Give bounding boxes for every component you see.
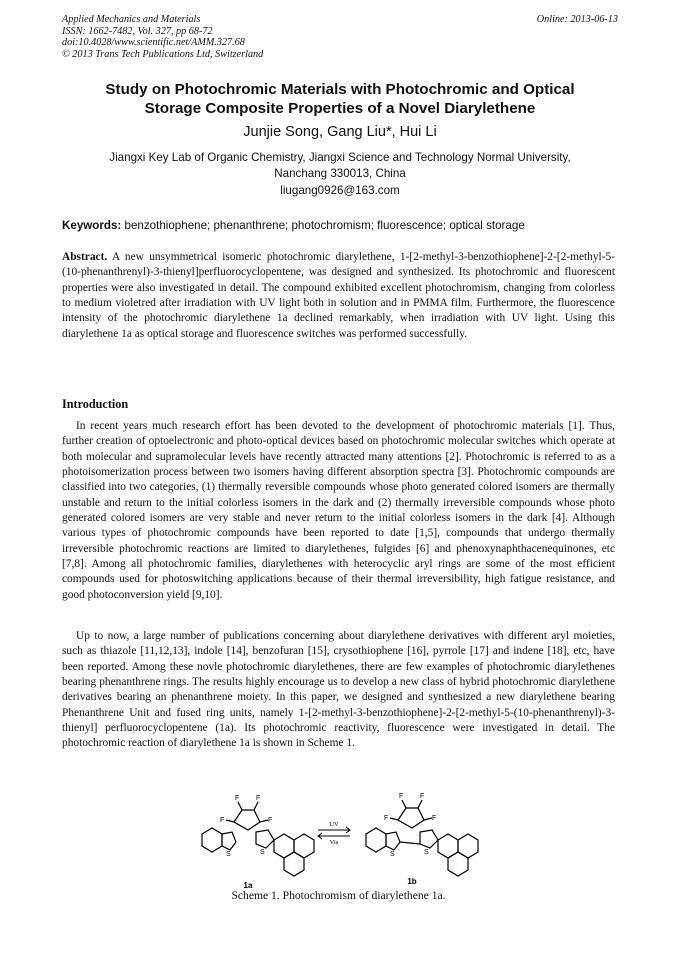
- doi: doi:10.4028/www.scientific.net/AMM.327.68: [62, 37, 245, 49]
- scheme-caption: Scheme 1. Photochromism of diarylethene 1a.: [231, 889, 446, 902]
- atom-f: F: [235, 795, 240, 802]
- atom-f: F: [268, 817, 273, 824]
- title-line-2: Storage Composite Properties of a Novel Diarylethene: [144, 100, 536, 117]
- abstract-text: A new unsymmetrical isomeric photochromic diarylethene, 1-[2-methyl-3-benzothiophene]-2-[2-methyl-5-(10-phenanthrenyl)-3-thienyl]perfluorocyclopentene, was designed and synthesized. Its photochromic and fluorescent properties were also investigated in detail. The compound exhibited excellent photochromism, changing from colorless to medium violetred after irradiation with UV light both in solution and in PMMA film. Furthermore, the fluorescence intensity of the photochromic diarylethene 1a declined remarkably, when irradiation with UV light. Using this diarylethene 1a as optical storage and fluorescence switches was performed successfully.: [62, 251, 615, 340]
- atom-f: F: [220, 817, 225, 824]
- journal-name: Applied Mechanics and Materials: [62, 14, 201, 25]
- intro-paragraph-2: Up to now, a large number of publications concerning about diarylethene derivatives with different aryl moieties, such as thiazole [11,12,13], indole [14], benzofuran [15], crysothiophene [16], pyrrole [17] and indene [18], etc, have been reported. Among these novle photochromic diarylethenes, there are few examples of photochromic diarylethenes bearing phenanthrene rings. The results highly encourage us to develop a new class of hybrid photochromic diarylethene derivatives bearing an phenanthrene moiety. In this paper, we designed and synthesized a new diarylethene bearing Phenanthrene Unit and fused ring units, namely 1-[2-methyl-3-benzothiophene]-2-[2-methyl-5-(10-phenanthrenyl)-3-thienyl] perfluorocyclopentene (1a). Its photochromic reactivity, fluorescence were investigated in detail. The photochromic reaction of diarylethene 1a is shown in Scheme 1.: [62, 630, 615, 750]
- authors: Junjie Song, Gang Liu*, Hui Li: [243, 124, 437, 140]
- molecule-1b: [366, 800, 478, 876]
- atom-s: S: [424, 849, 429, 856]
- reaction-arrows: [318, 827, 350, 839]
- molecule-1a: [202, 802, 314, 876]
- affiliation-line-2: Nanchang 330013, China: [274, 166, 406, 180]
- atom-f: F: [399, 793, 404, 800]
- abstract: [62, 250, 615, 342]
- atom-s: S: [226, 851, 231, 858]
- atom-f: F: [432, 815, 437, 822]
- compound-label-1b: 1b: [407, 877, 417, 886]
- arrow-label-vis: Vis: [329, 839, 339, 846]
- atom-s: S: [260, 849, 265, 856]
- compound-label-1a: 1a: [243, 881, 253, 890]
- keywords-text: benzothiophene; phenanthrene; photochromism; fluorescence; optical storage: [124, 219, 525, 232]
- keywords: [62, 219, 618, 232]
- online-date: Online: 2013-06-13: [536, 14, 618, 25]
- affiliation-line-1: Jiangxi Key Lab of Organic Chemistry, Jiangxi Science and Technology Normal University,: [109, 151, 571, 164]
- atom-f: F: [384, 815, 389, 822]
- email: liugang0926@163.com: [280, 184, 400, 197]
- copyright: © 2013 Trans Tech Publications Ltd, Switzerland: [62, 48, 264, 60]
- abstract-label: Abstract.: [62, 251, 108, 263]
- arrow-label-uv: UV: [329, 821, 339, 828]
- intro-paragraph-1: In recent years much research effort has been devoted to the development of photochromic materials [1]. Thus, further creation of optoelectronic and photo-optical devices based on photochromic molecular switches which operate at both molecular and supramolecular levels have recently attracted many attentions [2]. Photochromic is referred to as a photoisomerization process between two isomers having different absorption spectra [3]. Photochromic compounds are classified into two categories, (1) thermally reversible compounds whose photo generated colored isomers are thermally unstable and return to the initial colorless isomers in the dark and (2) thermally irreversible compounds whose photo generated colored isomers are very stable and never return to the initial colorless isomers in the dark [4]. Although various types of photochromic compounds have been reported to date [1,5], compounds that undergo thermally irreversible photochromic reactions are limited to diarylethenes, fulgides [6] and phenoxynaphthacenequinones, etc [7,8]. Among all photochromic families, diarylethenes with heterocyclic aryl rings are some of the most efficient compounds used for photoswitching applications because of their thermal irreversibility, high fatigue resistance, and good photoconversion yield [9,10].: [62, 420, 615, 601]
- keywords-label: Keywords:: [62, 219, 122, 232]
- paper-title: [62, 80, 618, 118]
- issn: ISSN: 1662-7482, Vol. 327, pp 68-72: [62, 25, 213, 37]
- affiliation: [62, 150, 618, 181]
- scheme-1-figure: [190, 790, 490, 890]
- title-line-1: Study on Photochromic Materials with Photochromic and Optical: [105, 81, 575, 98]
- atom-f: F: [420, 793, 425, 800]
- atom-s: S: [390, 851, 395, 858]
- journal-header: [62, 14, 618, 60]
- section-heading-introduction: Introduction: [62, 397, 129, 411]
- atom-f: F: [256, 795, 261, 802]
